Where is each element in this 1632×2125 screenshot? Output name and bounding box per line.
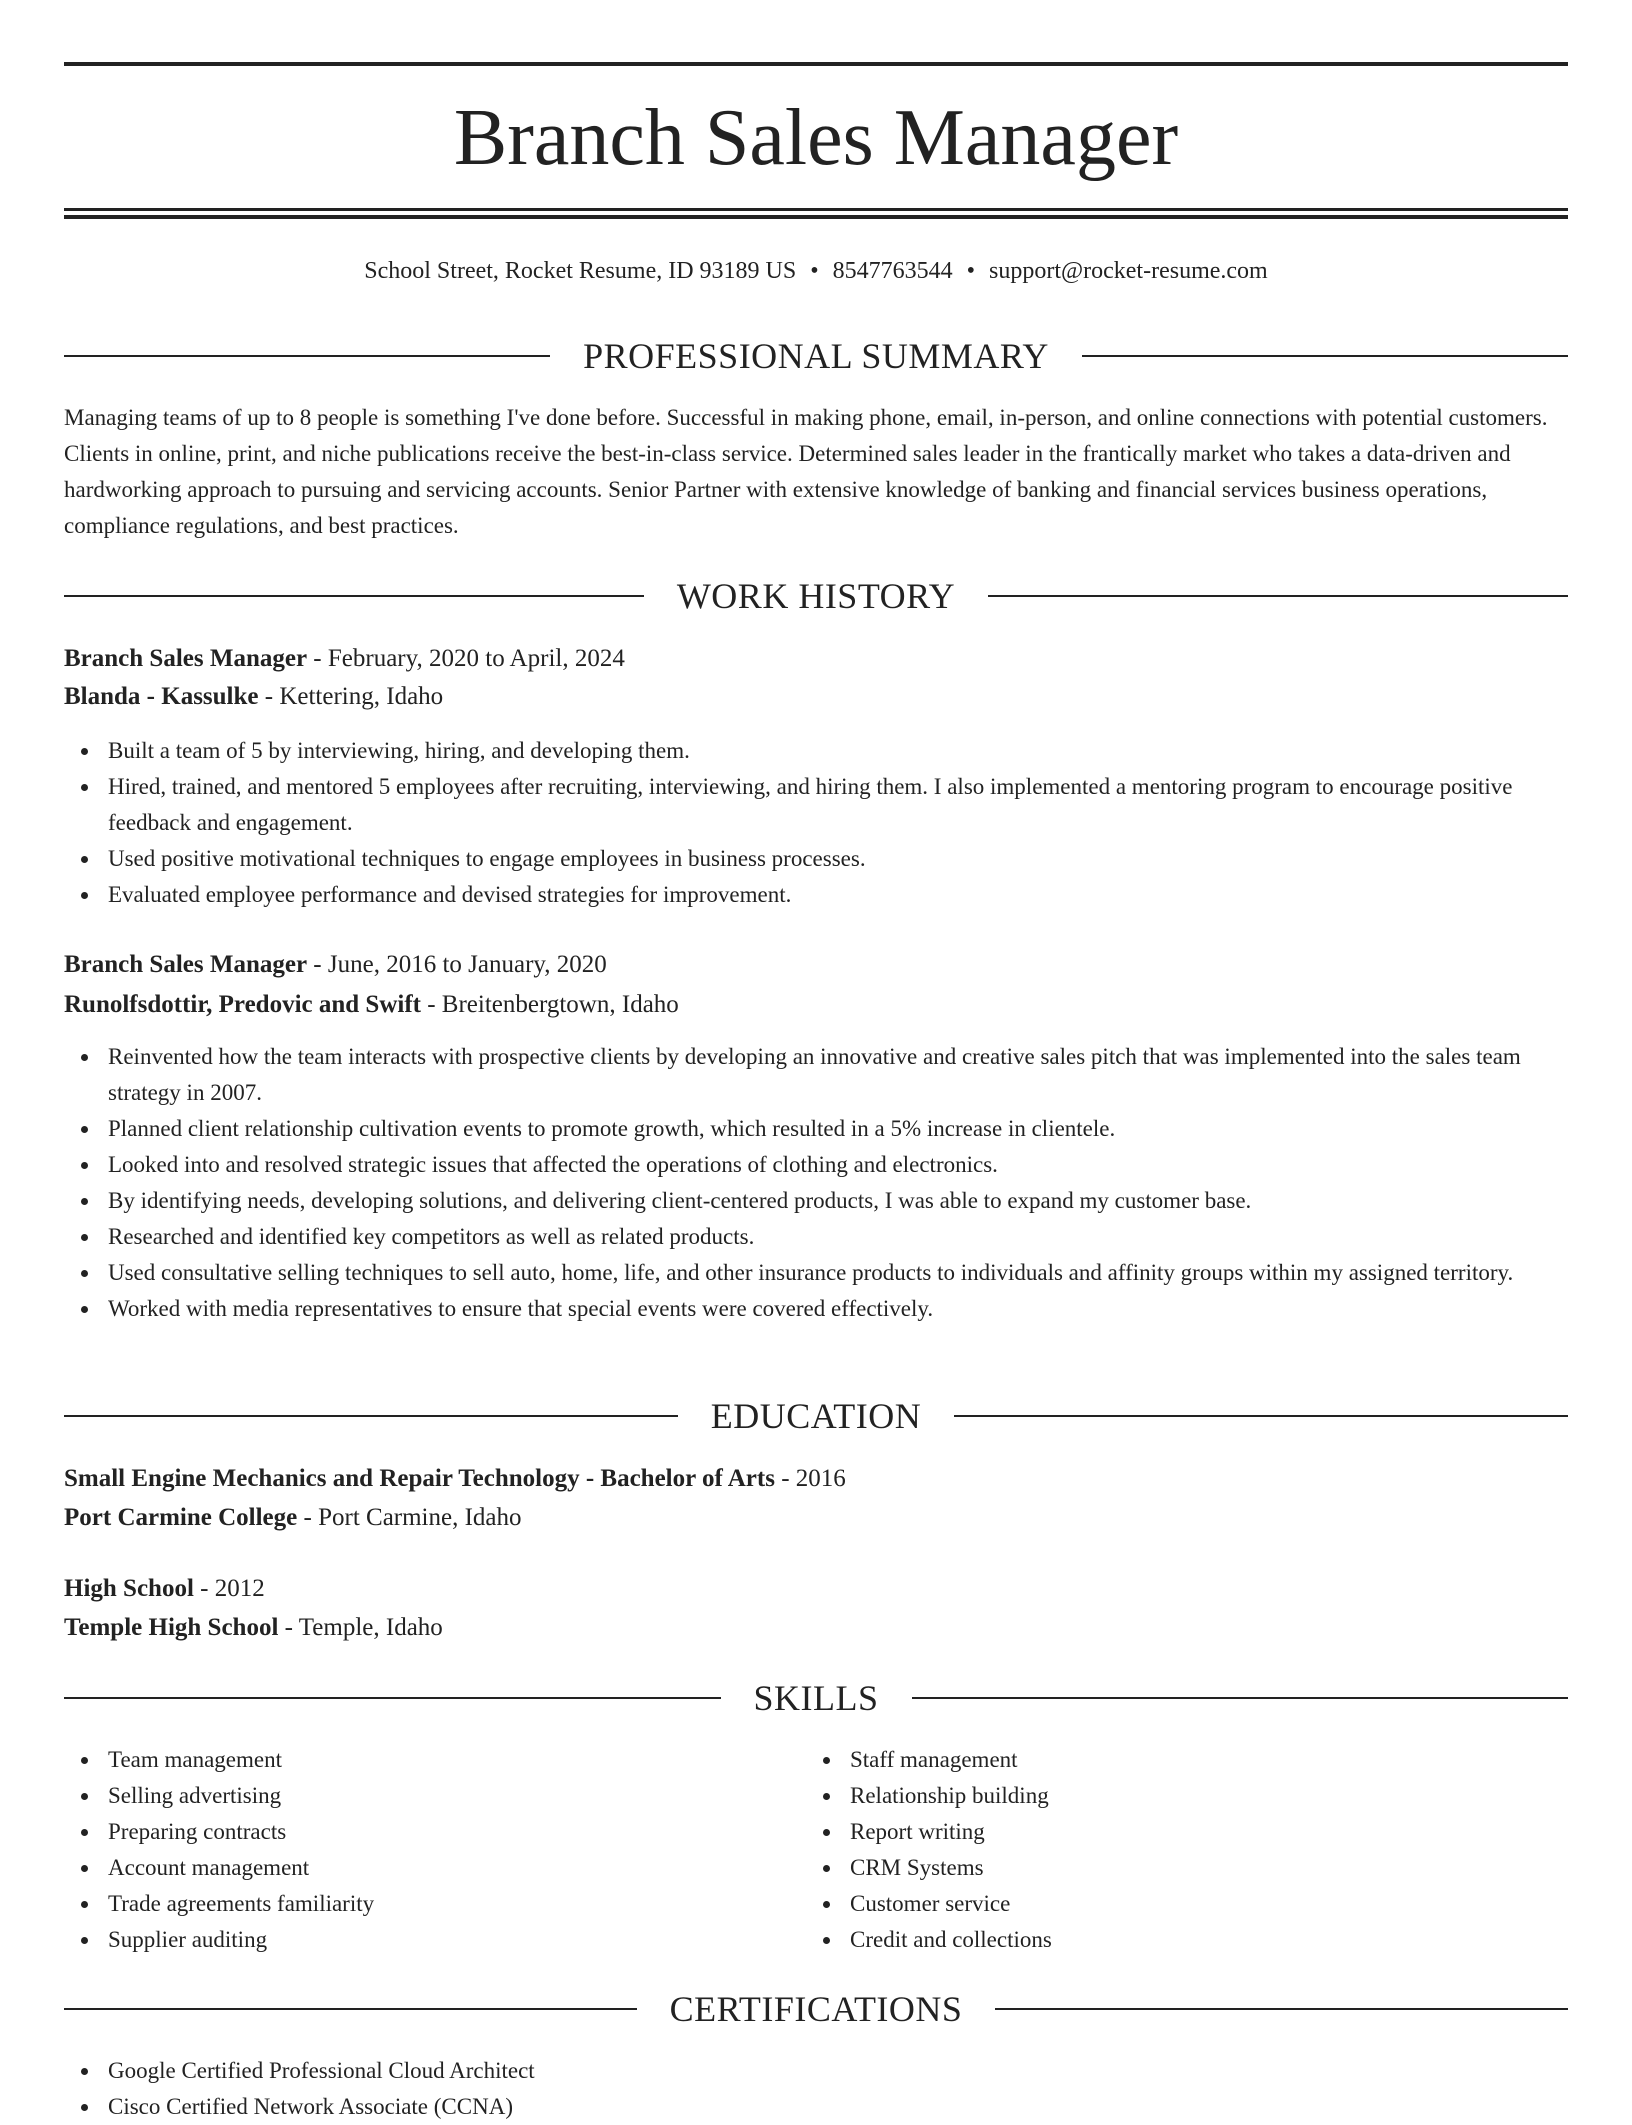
- certification-item: Cisco Certified Network Associate (CCNA): [64, 2089, 1568, 2125]
- section-rule-right: [912, 1697, 1569, 1699]
- education-degree: Small Engine Mechanics and Repair Technology - Bachelor of Arts: [64, 1465, 775, 1492]
- list-item: Researched and identified key competitors as well as related products.: [64, 1219, 1568, 1255]
- list-item: Hired, trained, and mentored 5 employees after recruiting, interviewing, and hiring them. I also implemented a mentoring program to encourage positive feedback and engagement.: [64, 769, 1568, 841]
- list-item: Planned client relationship cultivation events to promote growth, which resulted in a 5% increase in clientele.: [64, 1111, 1568, 1147]
- job-title-line: [64, 946, 1568, 984]
- job-dates: - June, 2016 to January, 2020: [307, 951, 607, 978]
- section-rule-right: [954, 1415, 1568, 1417]
- contact-separator: •: [810, 258, 819, 284]
- list-item: Used positive motivational techniques to engage employees in business processes.: [64, 841, 1568, 877]
- certifications-list: [64, 2053, 1568, 2125]
- skill-item: Trade agreements familiarity: [64, 1886, 764, 1922]
- skills-list-left: [64, 1742, 764, 1958]
- section-rule-left: [64, 355, 550, 357]
- list-item: Looked into and resolved strategic issues that affected the operations of clothing and electronics.: [64, 1147, 1568, 1183]
- skill-item: Credit and collections: [806, 1922, 1506, 1958]
- section-rule-left: [64, 595, 644, 597]
- resume-name: Branch Sales Manager: [453, 94, 1179, 182]
- job-dates: - February, 2020 to April, 2024: [307, 645, 625, 672]
- section-rule-left: [64, 2008, 637, 2010]
- section-rule-left: [64, 1415, 678, 1417]
- education-degree-line: [64, 1460, 1568, 1498]
- job-role: Branch Sales Manager: [64, 951, 308, 978]
- list-item: Worked with media representatives to ensure that special events were covered effectively.: [64, 1291, 1568, 1327]
- section-rule-right: [988, 595, 1568, 597]
- certification-item: Google Certified Professional Cloud Architect: [64, 2053, 1568, 2089]
- skill-item: Supplier auditing: [64, 1922, 764, 1958]
- section-rule-right: [995, 2008, 1568, 2010]
- skill-item: Relationship building: [806, 1778, 1506, 1814]
- education-location: - Temple, Idaho: [278, 1614, 443, 1641]
- skills-list-right: [806, 1742, 1506, 1958]
- education-location: - Port Carmine, Idaho: [297, 1504, 522, 1531]
- header-double-rule-upper: [64, 208, 1568, 211]
- list-item: Used consultative selling techniques to sell auto, home, life, and other insurance products to individuals and affinity groups within my assigned territory.: [64, 1255, 1568, 1291]
- section-header-skills: [64, 1675, 1568, 1721]
- skill-item: Customer service: [806, 1886, 1506, 1922]
- section-title: PROFESSIONAL SUMMARY: [583, 336, 1049, 376]
- contact-separator: •: [966, 258, 976, 284]
- skill-item: Selling advertising: [64, 1778, 764, 1814]
- section-header-certifications: [64, 1986, 1568, 2032]
- header-double-rule-lower: [64, 215, 1568, 219]
- section-header-education: [64, 1393, 1568, 1439]
- job-company-line: [64, 986, 1568, 1024]
- list-item: By identifying needs, developing solutions, and delivering client-centered products, I was able to expand my customer base.: [64, 1183, 1568, 1219]
- skill-item: Account management: [64, 1850, 764, 1886]
- contact-address: School Street, Rocket Resume, ID 93189 US: [364, 258, 797, 284]
- section-header-summary: [64, 333, 1568, 379]
- job-company: Blanda - Kassulke: [64, 683, 259, 710]
- contact-line: [64, 254, 1568, 288]
- job-location: - Kettering, Idaho: [258, 683, 444, 710]
- list-item: Evaluated employee performance and devised strategies for improvement.: [64, 877, 1568, 913]
- education-school-line: [64, 1609, 1568, 1647]
- job-company-line: [64, 678, 1568, 716]
- skill-item: Preparing contracts: [64, 1814, 764, 1850]
- education-school: Temple High School: [64, 1614, 279, 1641]
- skill-item: Team management: [64, 1742, 764, 1778]
- section-title: WORK HISTORY: [676, 576, 956, 616]
- job-role: Branch Sales Manager: [64, 645, 308, 672]
- section-header-work-history: [64, 573, 1568, 619]
- contact-phone: 8547763544: [832, 258, 953, 284]
- list-item: Built a team of 5 by interviewing, hiring, and developing them.: [64, 733, 1568, 769]
- section-title: EDUCATION: [710, 1396, 922, 1436]
- skill-item: Report writing: [806, 1814, 1506, 1850]
- header-top-rule: [64, 62, 1568, 66]
- section-rule-right: [1082, 355, 1568, 357]
- contact-email: support@rocket-resume.com: [989, 258, 1268, 284]
- education-school: Port Carmine College: [64, 1504, 298, 1531]
- education-year: - 2012: [193, 1575, 265, 1602]
- section-title: SKILLS: [753, 1678, 879, 1718]
- section-rule-left: [64, 1697, 721, 1699]
- job-bullets: [64, 1039, 1568, 1327]
- summary-text: Managing teams of up to 8 people is something I've done before. Successful in making phone, email, in-person, and online connections with potential customers. Clients in online, print, and niche publications receive the best-in-class service. Determined sales leader in the frantically market who takes a data-driven and hardworking approach to pursuing and servicing accounts. Senior Partner with extensive knowledge of banking and financial services business operations, compliance regulations, and best practices.: [64, 405, 1548, 538]
- job-title-line: [64, 640, 1568, 678]
- skill-item: CRM Systems: [806, 1850, 1506, 1886]
- education-school-line: [64, 1499, 1568, 1537]
- education-year: - 2016: [774, 1465, 846, 1492]
- list-item: Reinvented how the team interacts with prospective clients by developing an innovative and creative sales pitch that was implemented into the sales team strategy in 2007.: [64, 1039, 1568, 1111]
- job-bullets: [64, 733, 1568, 913]
- job-company: Runolfsdottir, Predovic and Swift: [64, 991, 421, 1018]
- section-title: CERTIFICATIONS: [669, 1989, 963, 2029]
- education-degree-line: [64, 1570, 1568, 1608]
- skill-item: Staff management: [806, 1742, 1506, 1778]
- education-degree: High School: [64, 1575, 194, 1602]
- job-location: - Breitenbergtown, Idaho: [420, 991, 679, 1018]
